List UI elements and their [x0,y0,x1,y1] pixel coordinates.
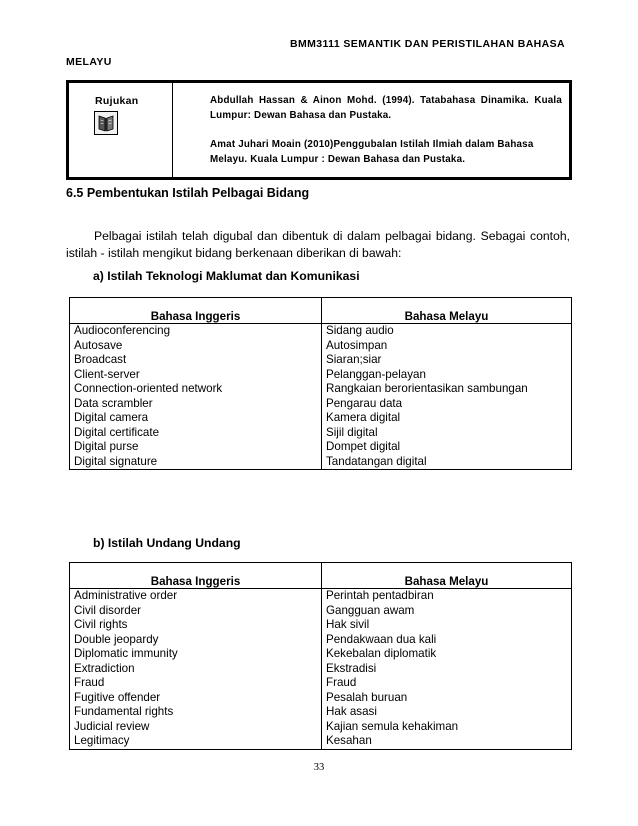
term-english: Client-server [70,368,322,383]
term-malay: Pengarau data [322,397,572,412]
term-english: Digital camera [70,411,322,426]
term-english: Fugitive offender [70,691,322,706]
term-malay: Siaran;siar [322,353,572,368]
term-malay: Kesahan [322,734,572,749]
table-row [70,426,572,441]
table-row [70,720,572,735]
term-malay: Ekstradisi [322,662,572,677]
term-malay: Dompet digital [322,440,572,455]
term-malay: Tandatangan digital [322,455,572,470]
term-english: Legitimacy [70,734,322,749]
term-malay: Hak asasi [322,705,572,720]
table-row [70,589,572,604]
table-row [70,324,572,339]
term-malay: Kajian semula kehakiman [322,720,572,735]
table-row [70,382,572,397]
term-malay: Perintah pentadbiran [322,589,572,604]
table-row [70,633,572,648]
term-english: Digital certificate [70,426,322,441]
term-malay: Kamera digital [322,411,572,426]
term-english: Double jeopardy [70,633,322,648]
term-english: Extradiction [70,662,322,677]
running-header-course: BMM3111 SEMANTIK DAN PERISTILAHAN BAHASA [290,38,566,50]
reference-entry: Abdullah Hassan & Ainon Mohd. (1994). Tatabahasa Dinamika. Kuala Lumpur: Dewan Bahasa dan Pustaka. [210,95,562,121]
term-english: Civil disorder [70,604,322,619]
term-english: Fraud [70,676,322,691]
table-row [70,604,572,619]
term-malay: Kekebalan diplomatik [322,647,572,662]
running-header-course-cont: MELAYU [66,56,112,68]
term-english: Judicial review [70,720,322,735]
term-english: Broadcast [70,353,322,368]
term-malay: Pelanggan-pelayan [322,368,572,383]
table-row [70,676,572,691]
table-title-law: b) Istilah Undang Undang [93,536,241,550]
table-row [70,455,572,470]
term-english: Connection-oriented network [70,382,322,397]
term-malay: Gangguan awam [322,604,572,619]
term-malay: Rangkaian berorientasikan sambungan [322,382,572,397]
table-row [70,618,572,633]
column-header-malay: Bahasa Melayu [322,298,572,324]
reference-divider [172,83,173,177]
term-english: Diplomatic immunity [70,647,322,662]
table-row [70,339,572,354]
book-icon [94,111,118,135]
term-malay: Pesalah buruan [322,691,572,706]
term-english: Autosave [70,339,322,354]
section-title: 6.5 Pembentukan Istilah Pelbagai Bidang [66,186,310,200]
term-english: Administrative order [70,589,322,604]
column-header-malay: Bahasa Melayu [322,563,572,589]
term-english: Digital purse [70,440,322,455]
term-malay: Fraud [322,676,572,691]
table-row [70,397,572,412]
term-malay: Sidang audio [322,324,572,339]
reference-box [66,80,572,180]
terms-table-ict [69,297,572,470]
term-english: Data scrambler [70,397,322,412]
table-row [70,440,572,455]
term-english: Civil rights [70,618,322,633]
term-malay: Hak sivil [322,618,572,633]
table-row [70,411,572,426]
intro-paragraph: Pelbagai istilah telah digubal dan dibentuk di dalam pelbagai bidang. Sebagai contoh, istilah - istilah mengikut bidang berkenaan diberikan di bawah: [66,229,570,260]
table-row [70,691,572,706]
term-english: Audioconferencing [70,324,322,339]
term-english: Fundamental rights [70,705,322,720]
table-row [70,662,572,677]
table-row [70,353,572,368]
page-number: 33 [313,762,325,773]
term-malay: Sijil digital [322,426,572,441]
reference-label: Rujukan [95,95,139,107]
reference-entry: Amat Juhari Moain (2010)Penggubalan Istilah Ilmiah dalam Bahasa Melayu. Kuala Lumpur : Dewan Bahasa dan Pustaka. [210,139,534,165]
table-row [70,734,572,749]
table-row [70,647,572,662]
table-row [70,368,572,383]
table-title-ict: a) Istilah Teknologi Maklumat dan Komunikasi [93,269,360,283]
table-row [70,705,572,720]
terms-table-law [69,562,572,750]
term-malay: Autosimpan [322,339,572,354]
term-english: Digital signature [70,455,322,470]
column-header-english: Bahasa Inggeris [70,563,322,589]
term-malay: Pendakwaan dua kali [322,633,572,648]
column-header-english: Bahasa Inggeris [70,298,322,324]
